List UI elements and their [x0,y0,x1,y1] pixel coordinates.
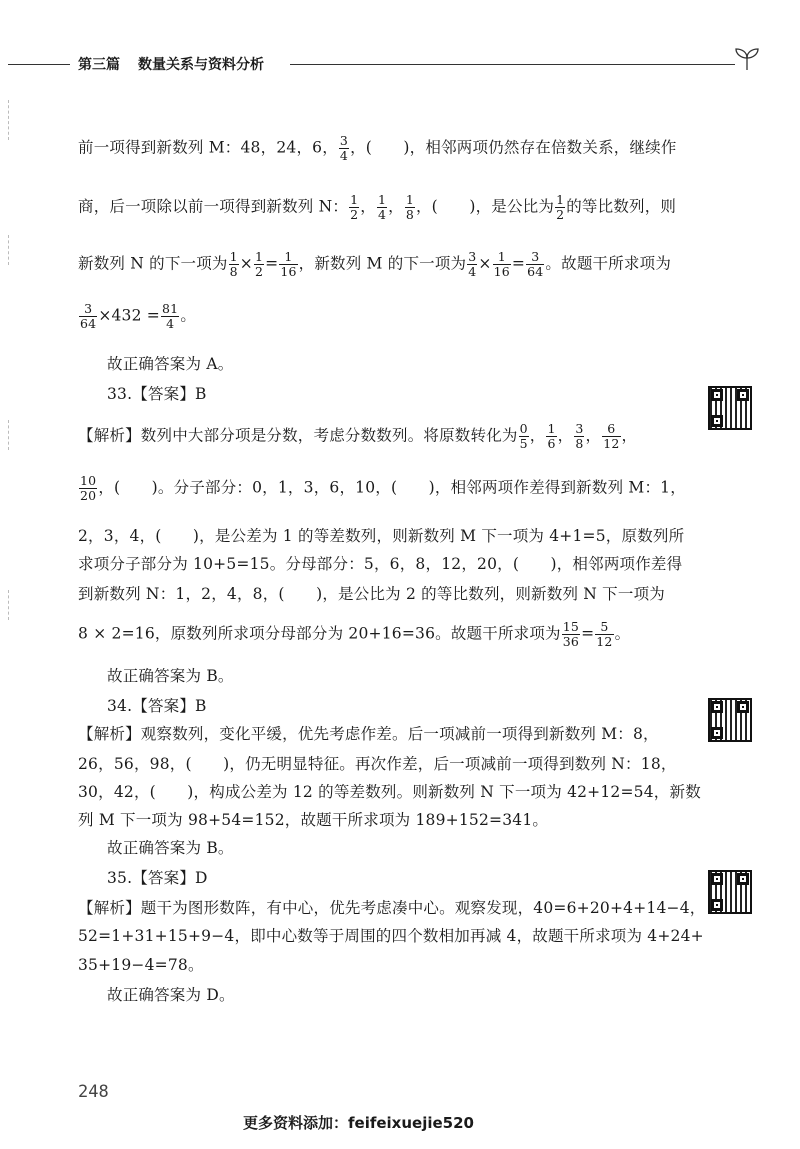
fraction: $\frac{15}{36}$ [562,619,580,649]
fraction: $\frac{1}{16}$ [280,249,297,279]
text-line: 到新数列 N：1，2，4，8，( )，是公比为 2 的等比数列，则新数列 N 下一项为 [78,585,665,603]
header-rule-right [290,64,735,65]
text-line: 35+19−4=78。 [78,956,204,974]
text-line: 列 M 下一项为 98+54=152，故题干所求项为 189+152=341。 [78,811,549,829]
answer-title: 33.【答案】B [107,385,207,403]
page-header [0,48,800,78]
text-line: $\frac{3}{64}$ ×432 = $\frac{81}{4}$ 。 [80,301,197,331]
header-title: 数量关系与资料分析 [138,57,264,73]
text-line: 26，56，98，( )，仍无明显特征。再次作差，后一项减前一项得到数列 N：18， [78,755,677,773]
answer-line: 故正确答案为 B。 [107,667,234,685]
fraction: $\frac{1}{8}$ [229,249,238,279]
header-rule-left [8,64,70,65]
text-line: 8 × 2=16，原数列所求项分母部分为 20+16=36。故题干所求项为 $\frac{15}{36}$ = $\frac{5}{12}$ 。 [78,619,631,649]
qr-code-icon[interactable] [708,386,752,430]
text-line: 【解析】观察数列，变化平缓，优先考虑作差。后一项减前一项得到新数列 M：8， [78,725,659,743]
qr-code-icon[interactable] [708,698,752,742]
text-line: 52=1+31+15+9−4，即中心数等于周围的四个数相加再减 4，故题干所求项为 4+24+ [78,927,704,945]
fraction: $\frac{1}{4}$ [377,192,387,222]
answer-title: 34.【答案】B [107,697,207,715]
text-line: 商，后一项除以前一项得到新数列 N： $\frac{1}{2}$ ， $\frac{1}{4}$ ， $\frac{1}{8}$ ，( )，是公比为 $\frac{1}{2}$ 的等比数列，则 [78,192,677,222]
fraction: $\frac{1}{2}$ [556,192,565,222]
answer-line: 故正确答案为 D。 [107,986,235,1004]
text-line: 【解析】数列中大部分项是分数，考虑分数数列。将原数转化为 $\frac{0}{5}$ ， $\frac{1}{6}$ ， $\frac{3}{8}$ ， $\frac{6}{12}$ ， [78,421,638,451]
header-part: 第三篇 [78,57,120,73]
answer-line: 故正确答案为 B。 [107,839,234,857]
fraction: $\frac{3}{4}$ [339,133,349,163]
fraction: $\frac{1}{16}$ [493,249,510,279]
text-line: 【解析】题干为图形数阵，有中心，优先考虑凑中心。观察发现，40=6+20+4+14−4， [78,899,706,917]
fraction: $\frac{3}{8}$ [575,421,584,451]
margin-mark [8,590,9,620]
fraction: $\frac{0}{5}$ [519,421,528,451]
fraction: $\frac{3}{4}$ [468,249,477,279]
fraction: $\frac{1}{6}$ [547,421,556,451]
margin-mark [8,420,9,450]
margin-mark [8,100,9,140]
text-line: 新数列 N 的下一项为 $\frac{1}{8}$ × $\frac{1}{2}$ = $\frac{1}{16}$ ，新数列 M 的下一项为 $\frac{3}{4}$ × $\frac{1}{16}$ = $\frac{3}{64}$ 。故题干所求项为 [78,249,672,279]
text-line: 求项分子部分为 10+5=15。分母部分：5，6，8，12，20，( )，相邻两项作差得 [78,555,683,573]
fraction: $\frac{1}{8}$ [405,192,414,222]
fraction: $\frac{3}{64}$ [527,249,544,279]
margin-mark [8,235,9,265]
answer-title: 35.【答案】D [107,869,208,887]
fraction: $\frac{81}{4}$ [162,301,179,331]
text-line: $\frac{10}{20}$ ，( )。分子部分：0，1，3，6，10，( )，相邻两项作差得到新数列 M：1， [80,473,686,503]
page-number: 248 [78,1082,109,1102]
fraction: $\frac{1}{2}$ [254,249,264,279]
answer-line: 故正确答案为 A。 [107,355,234,373]
footer-note: 更多资料添加：feifeixuejie520 [243,1114,474,1132]
text-line: 30，42，( )，构成公差为 12 的等差数列。则新数列 N 下一项为 42+12=54，新数 [78,783,701,801]
fraction: $\frac{3}{64}$ [80,301,97,331]
sprout-icon [730,42,764,76]
fraction: $\frac{1}{2}$ [350,192,359,222]
text-line: 2，3，4，( )，是公差为 1 的等差数列，则新数列 M 下一项为 4+1=5，原数列所 [78,527,685,545]
fraction: $\frac{6}{12}$ [603,421,620,451]
text-line: 前一项得到新数列 M：48，24，6， $\frac{3}{4}$ ，( )，相邻两项仍然存在倍数关系，继续作 [78,133,677,163]
fraction: $\frac{5}{12}$ [596,619,613,649]
qr-code-icon[interactable] [708,870,752,914]
fraction: $\frac{10}{20}$ [80,473,97,503]
